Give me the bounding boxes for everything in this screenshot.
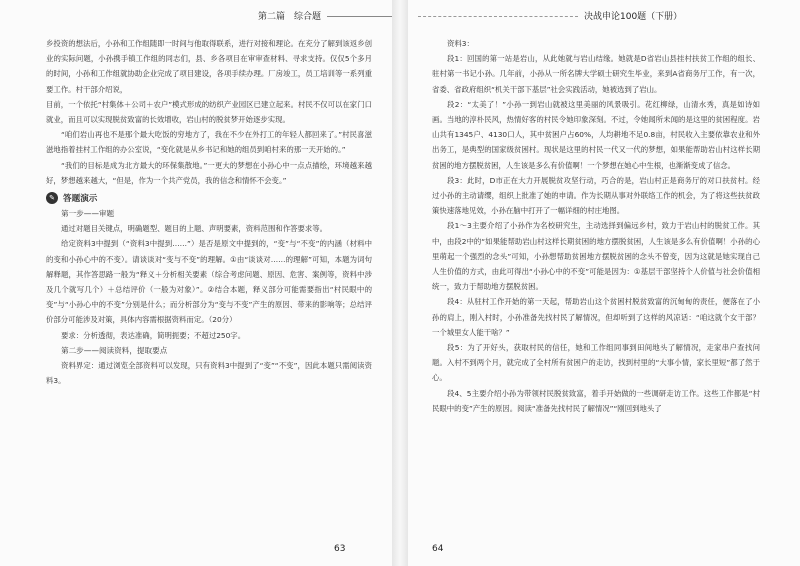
body-paragraph: 段1：回国的第一站是岩山，从此她就与岩山结缘。她就是D省岩山县挂村扶贫工作组的组长、驻村第一书记小孙。几年前，小孙从一所名牌大学硕士研究生毕业，来到A省商务厅工作，有一次，省委、省政府组织“机关干部下基层”社会实践活动，她被选到了岩山。 <box>432 54 760 94</box>
body-paragraph: “我们的目标是成为北方最大的环保集散地。”一更大的梦想在小孙心中一点点描绘，环境越来越好，梦想越来越大，“但是，作为一个共产党员，我的信念和情怀不会变。” <box>46 160 372 185</box>
left-page <box>0 0 392 566</box>
body-paragraph: 给定资料3中提到（“资料3中提到……”）是否是原文中提到的，“变”与“不变”的内涵（材料中的变和小孙心中的不变）。请谈谈对“变与不变”的理解。①由“谈谈对……的理解”可知，本题为词句解释题，其作答思路一般为“释义＋分析相关要素（综合考虑问题、原因、危害、案例等，资料中涉及几个就写几个）＋总结评价（一般为对象）”。②结合本题，释义部分可能需要指出“村民眼中的变”与“小孙心中的不变”分别是什么；而分析部分为“变与不变”产生的原因、带来的影响等；总结评价部分可能涉及对策，具体内容需根据资料而定。（20分） <box>46 239 372 325</box>
body-paragraph: 段2：“太美了！”小孙一到岩山就被这里美丽的风景吸引。花红柳绿，山清水秀，真是如诗如画。当地的淳朴民风，热情好客的村民令她印象深刻。不过，令她闻所未闻的是这里的贫困程度。岩山共有1345户、4130口人，其中贫困户占60%，人均耕地不足0.8亩，村民收入主要依靠农业和外出务工，是典型的国家级贫困村。现状是这里的村民一代又一代的梦想，如果能帮助岩山村这样长期贫困的地方摆脱贫困，人生该是多么有价值啊！一个梦想在她心中生根，也渐渐变成了信念。 <box>432 99 760 170</box>
body-paragraph: 要求：分析透彻，表达准确，简明扼要；不超过250字。 <box>61 330 246 340</box>
book-gutter <box>392 0 408 566</box>
header-right-title: 决战申论100题（下册） <box>584 12 683 22</box>
step-heading: 第二步——阅读资料，提取要点 <box>61 345 168 355</box>
section-heading <box>46 192 372 204</box>
body-paragraph: “咱们岩山再也不是那个最大吃饭的穷地方了，我在不少在外打工的年轻人都回来了。”村民喜滋滋地指着挂村工作组的办公室说，“变化就是从乡书记和她的组员到咱村来的那一天开始的。” <box>46 130 372 155</box>
body-paragraph: 乡投资的想法后，小孙和工作组随即一时间与他取得联系，进行对接和理论。在充分了解到该返乡创业的实际问题，小孙携手镇工作组的同志们，县、乡各项目在审审查材料、寻求支持。仅仅5个多月的时间，小孙和工作组就协助企业完成了项目建设，各项手续办理。厂房竣工，员工培训等一系列重要工作。村干部介绍说， <box>46 39 372 94</box>
header-left-title: 第二篇 综合题 <box>258 12 322 22</box>
body-paragraph: 目前，一个依托“村集体＋公司＋农户”模式形成的纺织产业园区已建立起来。村民不仅可以在家门口就业，而且可以实现脱贫致富的长效增收，岩山村的脱贫梦开始逐步实现。 <box>46 99 372 125</box>
page-number: 64 <box>432 544 444 554</box>
body-paragraph: 段3：此时，D市正在大力开展脱贫攻坚行动，巧合的是，岩山村正是商务厅的对口扶贫村。经过小孙的主动请缨，组织上批准了她的申请。作为长期从事对外联络工作的机会，为了将这些扶贫政策快速落地见效，小孙在脑中打开了一幅详细的村庄地图。 <box>432 175 760 216</box>
header-rule <box>418 16 578 17</box>
page-number: 63 <box>334 544 346 554</box>
right-page <box>408 0 800 566</box>
running-header-right <box>418 9 682 22</box>
pen-icon: ✎ <box>46 192 58 204</box>
analysis-paragraph: 段1～3主要介绍了小孙作为名校研究生，主动选择到偏远乡村，致力于岩山村的脱贫工作。其中，由段2中的“如果能帮助岩山村这样长期贫困的地方摆脱贫困，人生该是多么有价值啊！小孙的心里萌起一个强烈的念头”可知，小孙想帮助贫困地方摆脱贫困的念头不曾变，因为这就是她实现自己人生价值的方式，由此可得出“小孙心中的不变”可能是因为：①基层干部坚持个人价值与社会价值相统一，致力于帮助地方摆脱贫困。 <box>432 221 760 292</box>
body-paragraph: 段4：从驻村工作开始的第一天起，帮助岩山这个贫困村脱贫致富的沉甸甸的责任，便落在了小孙的肩上，刚入村时，小孙准备先找村民了解情况，但却听到了这样的风凉话：“咱这就个女干部？一个城里女人能干啥？” <box>432 297 760 337</box>
section-title: 答题演示 <box>63 194 98 205</box>
header-rule <box>327 16 392 17</box>
body-paragraph: 通过对题目关键点，明确题型、题目的上题、声明要素，资料范围和作答要求等。 <box>61 224 328 234</box>
analysis-paragraph: 段4、5主要介绍小孙为带领村民脱贫致富，着手开始做的一些调研走访工作。这些工作都是“村民眼中的变”产生的原因。阅读“准备先找村民了解情况”“刚回到地头了 <box>432 388 760 413</box>
material-label: 资料3： <box>447 39 474 48</box>
step-heading: 第一步——审题 <box>61 209 115 219</box>
body-paragraph: 资料界定：通过浏览全部资料可以发现，只有资料3中提到了“变”“不变”，因此本题只需阅读资料3。 <box>46 361 372 386</box>
body-paragraph: 段5：为了开好头，获取村民的信任，她和工作组同事到田间地头了解情况，走家串户查找问题。入村不到两个月，就完成了全村所有贫困户的走访，找到村里的“大事小情，家长里短”都了然于心。 <box>432 343 760 383</box>
running-header-left <box>258 9 392 22</box>
